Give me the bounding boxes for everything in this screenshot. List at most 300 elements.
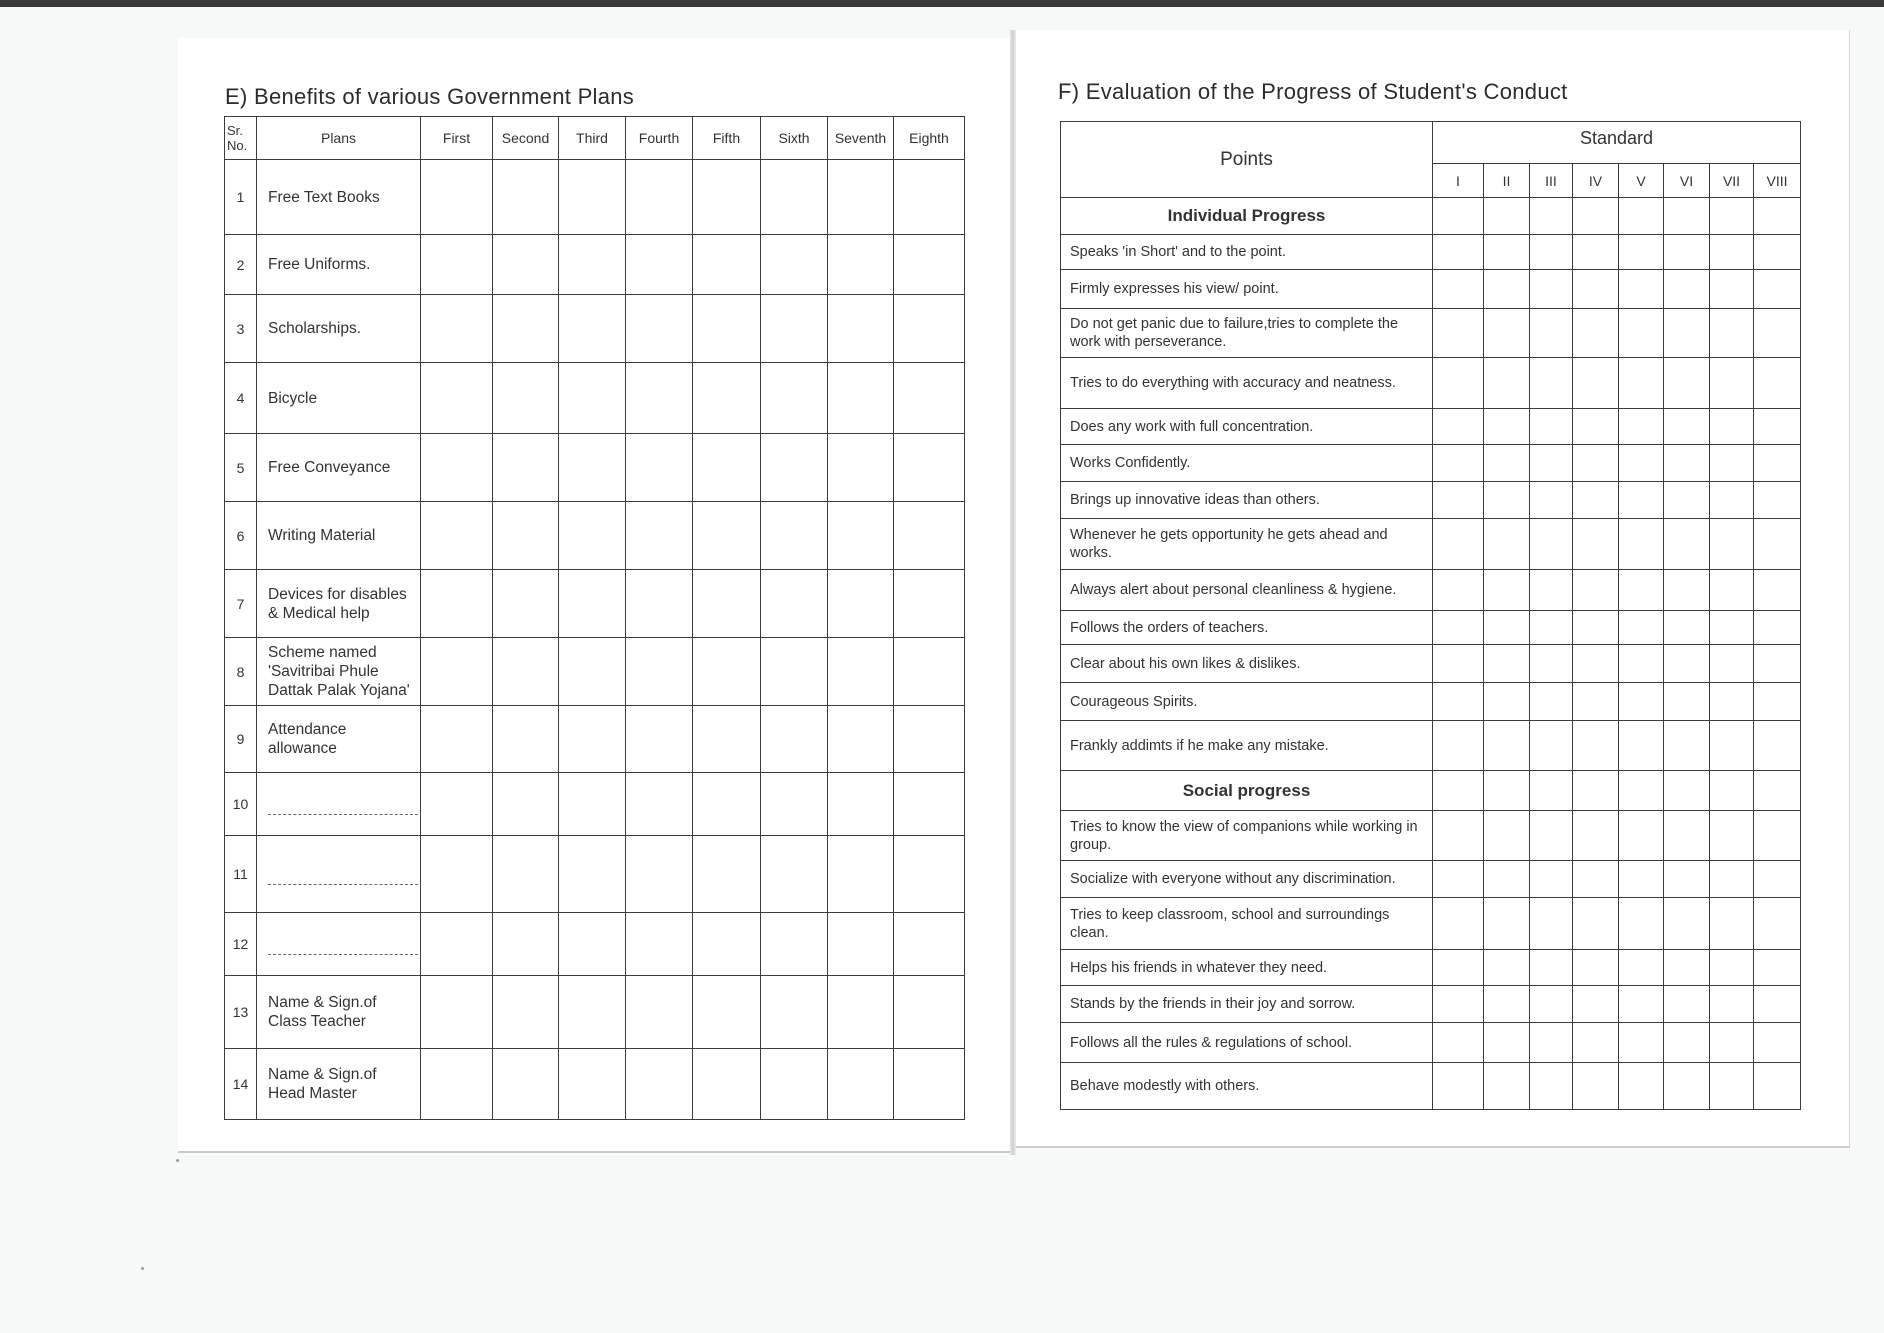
standard-grade-cell[interactable] [1530,309,1573,358]
plan-year-cell[interactable] [493,836,559,913]
standard-grade-cell[interactable] [1710,683,1754,721]
standard-grade-cell[interactable] [1573,898,1619,950]
plan-year-cell[interactable] [828,706,894,773]
standard-grade-cell[interactable] [1664,519,1710,570]
plan-year-cell[interactable] [828,836,894,913]
standard-grade-cell[interactable] [1484,358,1530,409]
plan-year-cell[interactable] [559,235,626,295]
conduct-point-row [1061,1063,1801,1110]
plan-year-cell[interactable] [493,295,559,363]
plan-year-cell[interactable] [559,706,626,773]
standard-grade-cell[interactable] [1484,683,1530,721]
standard-grade-cell[interactable] [1664,445,1710,482]
standard-grade-cell[interactable] [1754,409,1801,445]
conduct-point-row [1061,1023,1801,1063]
plan-year-cell[interactable] [626,836,693,913]
standard-grade-cell[interactable] [1619,986,1664,1023]
standard-grade-cell[interactable] [1619,358,1664,409]
plan-year-cell[interactable] [894,295,965,363]
plan-year-cell[interactable] [693,363,761,434]
plan-year-cell[interactable] [421,1049,493,1120]
standard-grade-cell[interactable] [1619,861,1664,898]
plan-year-cell[interactable] [626,160,693,235]
plan-year-cell[interactable] [559,434,626,502]
standard-grade-cell[interactable] [1433,482,1484,519]
standard-grade-cell[interactable] [1433,986,1484,1023]
standard-grade-cell[interactable] [1530,1023,1573,1063]
conduct-point-row [1061,683,1801,721]
standard-grade-cell[interactable] [1754,519,1801,570]
plan-year-cell[interactable] [626,363,693,434]
sr-number: 6 [225,502,257,570]
plan-year-cell[interactable] [894,502,965,570]
standard-grade-cell[interactable] [1484,611,1530,645]
standard-grade-cell[interactable] [1433,445,1484,482]
standard-grade-cell[interactable] [1433,235,1484,270]
standard-grade-cell[interactable] [1754,721,1801,771]
plan-row [225,235,965,295]
standard-grade-cell[interactable] [1619,898,1664,950]
standard-grade-cell[interactable] [1573,611,1619,645]
plan-year-cell[interactable] [559,836,626,913]
standard-grade-cell[interactable] [1484,445,1530,482]
standard-grade-cell[interactable] [1433,811,1484,861]
plan-year-cell[interactable] [761,570,828,638]
plan-year-cell[interactable] [693,570,761,638]
standard-grade-cell[interactable] [1710,482,1754,519]
standard-grade-cell[interactable] [1484,721,1530,771]
standard-grade-cell[interactable] [1433,270,1484,309]
standard-grade-cell[interactable] [1710,358,1754,409]
standard-grade-cell[interactable] [1664,358,1710,409]
standard-grade-cell[interactable] [1710,645,1754,683]
standard-grade-cell[interactable] [1710,235,1754,270]
standard-grade-cell[interactable] [1530,811,1573,861]
section-standard-cell [1710,771,1754,811]
standard-grade-cell[interactable] [1619,409,1664,445]
plan-year-cell[interactable] [626,235,693,295]
standard-grade-cell[interactable] [1710,950,1754,986]
section-standard-cell [1530,198,1573,235]
conduct-point-text: Does any work with full concentration. [1061,409,1433,445]
plan-year-cell[interactable] [626,570,693,638]
standard-grade-cell[interactable] [1530,570,1573,611]
plan-year-cell[interactable] [894,913,965,976]
sr-number: 4 [225,363,257,434]
standard-grade-cell[interactable] [1573,482,1619,519]
standard-grade-cell[interactable] [1573,861,1619,898]
standard-grade-cell[interactable] [1484,482,1530,519]
standard-grade-cell[interactable] [1573,683,1619,721]
standard-grade-cell[interactable] [1619,811,1664,861]
plan-year-cell[interactable] [894,1049,965,1120]
standard-grade-cell[interactable] [1573,519,1619,570]
standard-grade-cell[interactable] [1530,409,1573,445]
standard-grade-cell[interactable] [1754,611,1801,645]
plan-year-cell[interactable] [559,160,626,235]
plan-year-cell[interactable] [693,295,761,363]
col-header-standard-7: VII [1710,164,1754,198]
standard-grade-cell[interactable] [1754,309,1801,358]
standard-grade-cell[interactable] [1530,519,1573,570]
plan-year-cell[interactable] [421,502,493,570]
plan-year-cell[interactable] [894,570,965,638]
standard-grade-cell[interactable] [1530,683,1573,721]
plan-year-cell[interactable] [693,706,761,773]
plan-year-cell[interactable] [828,295,894,363]
standard-grade-cell[interactable] [1573,409,1619,445]
plan-year-cell[interactable] [693,773,761,836]
standard-grade-cell[interactable] [1754,235,1801,270]
standard-grade-cell[interactable] [1664,645,1710,683]
conduct-point-row [1061,721,1801,771]
standard-grade-cell[interactable] [1664,950,1710,986]
standard-grade-cell[interactable] [1664,309,1710,358]
standard-grade-cell[interactable] [1664,409,1710,445]
standard-grade-cell[interactable] [1433,861,1484,898]
standard-grade-cell[interactable] [1484,309,1530,358]
standard-grade-cell[interactable] [1433,611,1484,645]
plan-year-cell[interactable] [828,638,894,706]
standard-grade-cell[interactable] [1530,358,1573,409]
plan-year-cell[interactable] [761,235,828,295]
standard-grade-cell[interactable] [1573,1063,1619,1110]
standard-grade-cell[interactable] [1484,645,1530,683]
standard-grade-cell[interactable] [1710,861,1754,898]
plan-year-cell[interactable] [693,638,761,706]
plan-year-cell[interactable] [493,570,559,638]
standard-grade-cell[interactable] [1433,570,1484,611]
plan-year-cell[interactable] [693,502,761,570]
plan-year-cell[interactable] [761,773,828,836]
standard-grade-cell[interactable] [1710,721,1754,771]
plan-year-cell[interactable] [894,235,965,295]
standard-grade-cell[interactable] [1484,811,1530,861]
plan-year-cell[interactable] [894,638,965,706]
plan-year-cell[interactable] [761,1049,828,1120]
standard-grade-cell[interactable] [1573,721,1619,771]
col-header-year-6: Sixth [761,117,828,160]
plan-year-cell[interactable] [828,570,894,638]
plan-year-cell[interactable] [693,913,761,976]
plan-year-cell[interactable] [828,976,894,1049]
standard-grade-cell[interactable] [1619,482,1664,519]
standard-grade-cell[interactable] [1573,811,1619,861]
plan-year-cell[interactable] [626,434,693,502]
standard-grade-cell[interactable] [1619,950,1664,986]
plan-year-cell[interactable] [421,295,493,363]
standard-grade-cell[interactable] [1710,445,1754,482]
plan-year-cell[interactable] [828,235,894,295]
standard-grade-cell[interactable] [1754,570,1801,611]
plan-year-cell[interactable] [828,773,894,836]
standard-grade-cell[interactable] [1664,611,1710,645]
plan-year-cell[interactable] [493,913,559,976]
conduct-point-row [1061,519,1801,570]
standard-grade-cell[interactable] [1619,683,1664,721]
conduct-point-row [1061,950,1801,986]
standard-grade-cell[interactable] [1530,482,1573,519]
plan-year-cell[interactable] [421,235,493,295]
plan-year-cell[interactable] [559,1049,626,1120]
standard-grade-cell[interactable] [1754,986,1801,1023]
plan-year-cell[interactable] [421,706,493,773]
standard-grade-cell[interactable] [1619,519,1664,570]
plan-year-cell[interactable] [493,706,559,773]
standard-grade-cell[interactable] [1754,898,1801,950]
standard-grade-cell[interactable] [1573,570,1619,611]
plan-name: Bicycle [257,363,421,434]
standard-grade-cell[interactable] [1619,611,1664,645]
plan-year-cell[interactable] [828,913,894,976]
standard-grade-cell[interactable] [1433,1023,1484,1063]
plan-year-cell[interactable] [894,976,965,1049]
standard-grade-cell[interactable] [1530,861,1573,898]
standard-grade-cell[interactable] [1754,645,1801,683]
standard-grade-cell[interactable] [1433,409,1484,445]
standard-grade-cell[interactable] [1619,309,1664,358]
plan-year-cell[interactable] [421,638,493,706]
plan-year-cell[interactable] [828,1049,894,1120]
standard-grade-cell[interactable] [1754,811,1801,861]
standard-grade-cell[interactable] [1433,645,1484,683]
standard-grade-cell[interactable] [1754,270,1801,309]
plan-year-cell[interactable] [559,638,626,706]
standard-grade-cell[interactable] [1573,645,1619,683]
standard-grade-cell[interactable] [1664,898,1710,950]
plan-year-cell[interactable] [828,160,894,235]
standard-grade-cell[interactable] [1573,270,1619,309]
plan-year-cell[interactable] [493,502,559,570]
standard-grade-cell[interactable] [1664,270,1710,309]
plan-year-cell[interactable] [421,913,493,976]
plan-year-cell[interactable] [559,570,626,638]
standard-grade-cell[interactable] [1433,309,1484,358]
conduct-point-row [1061,811,1801,861]
section-heading: Social progress [1061,771,1433,811]
section-e-title: E) Benefits of various Government Plans [225,84,635,109]
standard-grade-cell[interactable] [1710,309,1754,358]
plan-year-cell[interactable] [559,976,626,1049]
standard-grade-cell[interactable] [1754,482,1801,519]
plan-year-cell[interactable] [421,570,493,638]
plan-year-cell[interactable] [761,706,828,773]
standard-grade-cell[interactable] [1754,445,1801,482]
section-standard-cell [1573,198,1619,235]
conduct-point-text: Courageous Spirits. [1061,683,1433,721]
plan-year-cell[interactable] [626,706,693,773]
plan-year-cell[interactable] [761,502,828,570]
standard-grade-cell[interactable] [1664,1023,1710,1063]
col-header-standard-2: II [1484,164,1530,198]
standard-grade-cell[interactable] [1664,570,1710,611]
standard-grade-cell[interactable] [1754,861,1801,898]
standard-grade-cell[interactable] [1530,950,1573,986]
plan-year-cell[interactable] [894,836,965,913]
standard-grade-cell[interactable] [1710,270,1754,309]
plan-year-cell[interactable] [421,773,493,836]
standard-grade-cell[interactable] [1530,986,1573,1023]
standard-grade-cell[interactable] [1664,1063,1710,1110]
plan-year-cell[interactable] [828,502,894,570]
standard-grade-cell[interactable] [1484,1023,1530,1063]
standard-grade-cell[interactable] [1710,986,1754,1023]
standard-grade-cell[interactable] [1573,950,1619,986]
plan-year-cell[interactable] [626,502,693,570]
standard-grade-cell[interactable] [1619,235,1664,270]
standard-grade-cell[interactable] [1619,721,1664,771]
plan-year-cell[interactable] [559,773,626,836]
standard-grade-cell[interactable] [1484,409,1530,445]
standard-grade-cell[interactable] [1484,270,1530,309]
plan-year-cell[interactable] [828,363,894,434]
standard-grade-cell[interactable] [1433,898,1484,950]
standard-grade-cell[interactable] [1530,1063,1573,1110]
plan-year-cell[interactable] [626,976,693,1049]
standard-grade-cell[interactable] [1484,861,1530,898]
plan-year-cell[interactable] [559,502,626,570]
standard-grade-cell[interactable] [1710,409,1754,445]
plan-year-cell[interactable] [421,976,493,1049]
plan-year-cell[interactable] [761,434,828,502]
plan-year-cell[interactable] [559,363,626,434]
plan-year-cell[interactable] [559,913,626,976]
standard-grade-cell[interactable] [1573,445,1619,482]
standard-grade-cell[interactable] [1484,986,1530,1023]
plan-year-cell[interactable] [894,434,965,502]
plan-year-cell[interactable] [493,773,559,836]
standard-grade-cell[interactable] [1433,519,1484,570]
standard-grade-cell[interactable] [1573,1023,1619,1063]
plan-year-cell[interactable] [894,160,965,235]
standard-grade-cell[interactable] [1619,1063,1664,1110]
plan-year-cell[interactable] [626,1049,693,1120]
standard-grade-cell[interactable] [1484,519,1530,570]
standard-grade-cell[interactable] [1664,986,1710,1023]
plan-year-cell[interactable] [894,773,965,836]
standard-grade-cell[interactable] [1530,611,1573,645]
conduct-point-row [1061,409,1801,445]
standard-grade-cell[interactable] [1433,721,1484,771]
standard-grade-cell[interactable] [1619,1023,1664,1063]
standard-grade-cell[interactable] [1530,235,1573,270]
standard-grade-cell[interactable] [1710,519,1754,570]
plan-year-cell[interactable] [761,295,828,363]
standard-grade-cell[interactable] [1573,358,1619,409]
standard-grade-cell[interactable] [1754,683,1801,721]
standard-grade-cell[interactable] [1710,570,1754,611]
plan-year-cell[interactable] [693,976,761,1049]
plan-year-cell[interactable] [493,1049,559,1120]
plan-year-cell[interactable] [626,295,693,363]
plan-year-cell[interactable] [693,434,761,502]
standard-grade-cell[interactable] [1754,1063,1801,1110]
plans-header-row [225,117,965,160]
standard-grade-cell[interactable] [1433,683,1484,721]
standard-grade-cell[interactable] [1573,309,1619,358]
standard-grade-cell[interactable] [1484,570,1530,611]
plan-year-cell[interactable] [761,160,828,235]
standard-grade-cell[interactable] [1530,721,1573,771]
plan-year-cell[interactable] [493,235,559,295]
standard-grade-cell[interactable] [1484,898,1530,950]
standard-grade-cell[interactable] [1710,1023,1754,1063]
standard-grade-cell[interactable] [1710,611,1754,645]
plan-year-cell[interactable] [761,913,828,976]
standard-grade-cell[interactable] [1484,950,1530,986]
standard-grade-cell[interactable] [1664,861,1710,898]
conduct-point-text: Stands by the friends in their joy and sorrow. [1061,986,1433,1023]
plan-year-cell[interactable] [493,363,559,434]
plan-year-cell[interactable] [421,836,493,913]
plan-year-cell[interactable] [828,434,894,502]
standard-grade-cell[interactable] [1754,1023,1801,1063]
plan-year-cell[interactable] [693,836,761,913]
standard-grade-cell[interactable] [1710,1063,1754,1110]
standard-grade-cell[interactable] [1530,898,1573,950]
sr-number: 5 [225,434,257,502]
section-row [1061,198,1801,235]
standard-grade-cell[interactable] [1619,270,1664,309]
standard-grade-cell[interactable] [1664,482,1710,519]
plan-year-cell[interactable] [761,363,828,434]
standard-grade-cell[interactable] [1710,898,1754,950]
plan-year-cell[interactable] [421,434,493,502]
plan-year-cell[interactable] [493,976,559,1049]
plan-year-cell[interactable] [894,363,965,434]
plan-year-cell[interactable] [761,976,828,1049]
standard-grade-cell[interactable] [1530,645,1573,683]
plan-year-cell[interactable] [493,638,559,706]
plan-year-cell[interactable] [421,160,493,235]
standard-grade-cell[interactable] [1530,445,1573,482]
plan-year-cell[interactable] [559,295,626,363]
standard-grade-cell[interactable] [1619,570,1664,611]
standard-grade-cell[interactable] [1573,235,1619,270]
plan-year-cell[interactable] [693,235,761,295]
standard-grade-cell[interactable] [1573,986,1619,1023]
standard-grade-cell[interactable] [1433,950,1484,986]
standard-grade-cell[interactable] [1664,721,1710,771]
standard-grade-cell[interactable] [1664,683,1710,721]
standard-grade-cell[interactable] [1664,235,1710,270]
plan-year-cell[interactable] [493,160,559,235]
standard-grade-cell[interactable] [1754,358,1801,409]
standard-grade-cell[interactable] [1619,645,1664,683]
plan-year-cell[interactable] [894,706,965,773]
plan-year-cell[interactable] [493,434,559,502]
plan-year-cell[interactable] [761,638,828,706]
standard-grade-cell[interactable] [1433,358,1484,409]
plan-year-cell[interactable] [626,638,693,706]
standard-grade-cell[interactable] [1433,1063,1484,1110]
standard-grade-cell[interactable] [1619,445,1664,482]
plan-year-cell[interactable] [421,363,493,434]
standard-grade-cell[interactable] [1710,811,1754,861]
plan-year-cell[interactable] [626,773,693,836]
plan-year-cell[interactable] [761,836,828,913]
standard-grade-cell[interactable] [1484,1063,1530,1110]
standard-grade-cell[interactable] [1484,235,1530,270]
plan-year-cell[interactable] [693,160,761,235]
standard-grade-cell[interactable] [1754,950,1801,986]
plan-row [225,434,965,502]
standard-grade-cell[interactable] [1664,811,1710,861]
plan-year-cell[interactable] [693,1049,761,1120]
sr-number: 3 [225,295,257,363]
standard-grade-cell[interactable] [1530,270,1573,309]
plan-year-cell[interactable] [626,913,693,976]
